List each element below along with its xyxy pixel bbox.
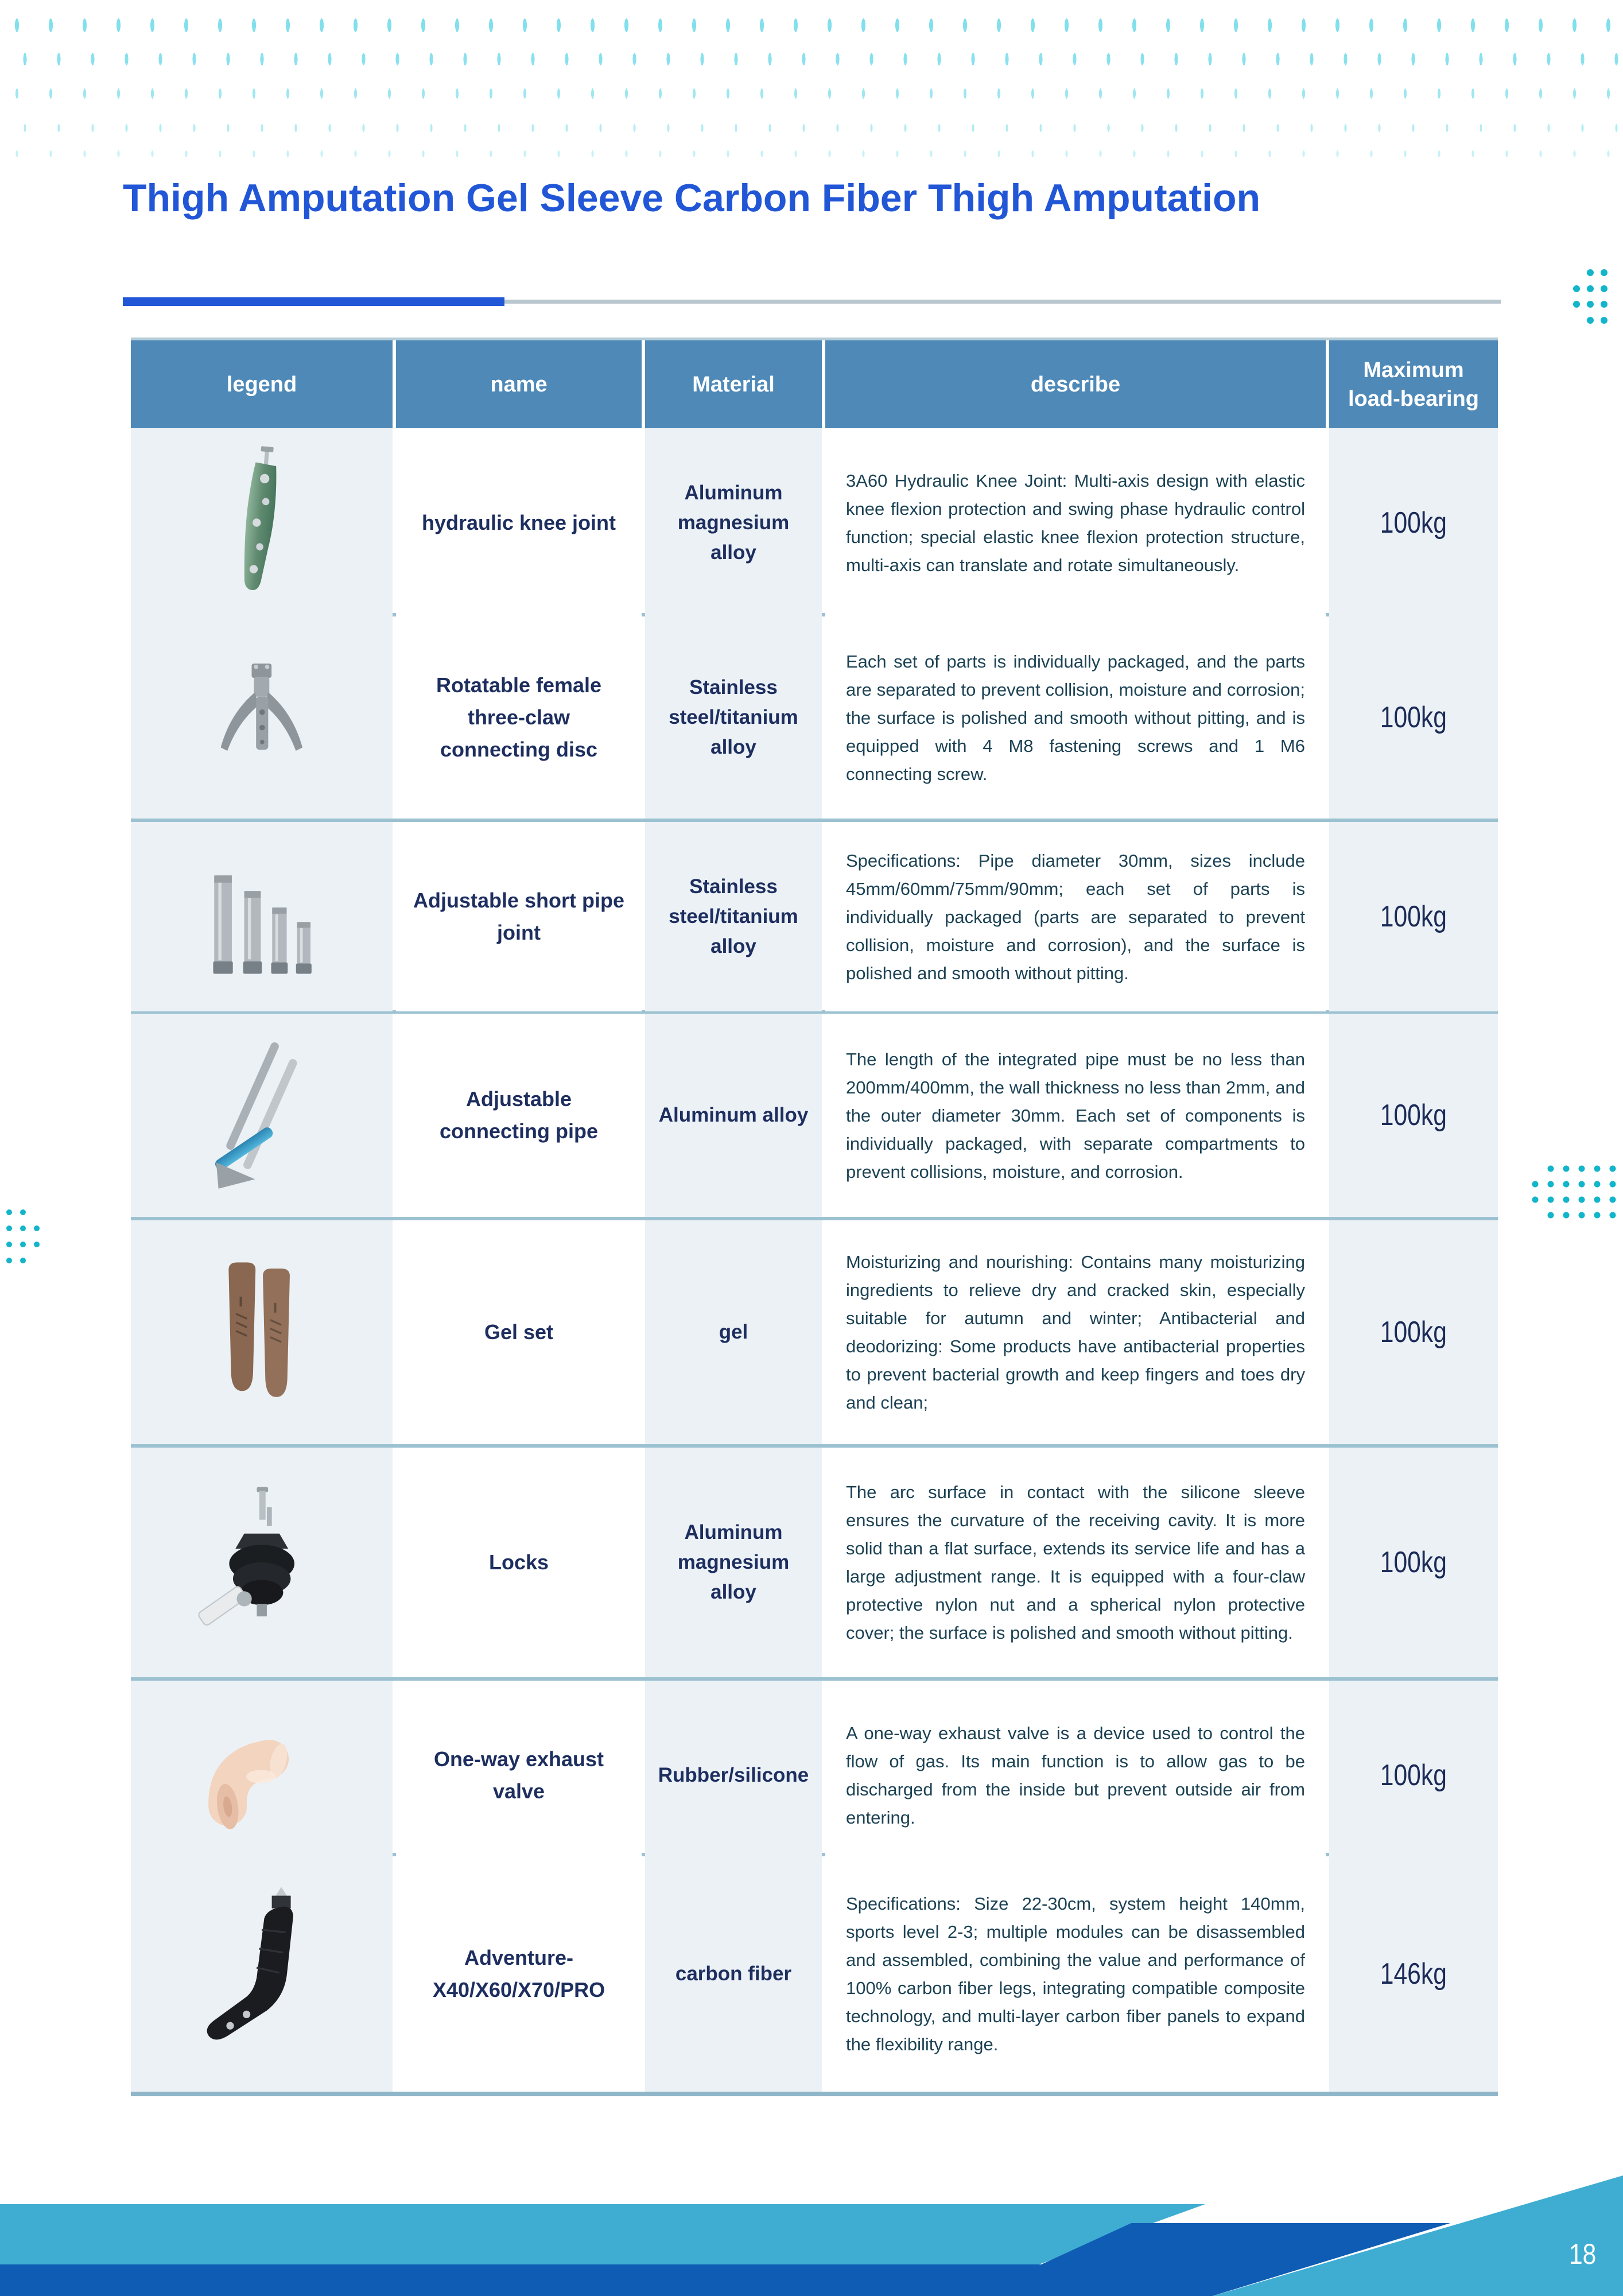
describe-cell bbox=[825, 1856, 1326, 2092]
product-name: Adjustable short pipe joint bbox=[396, 822, 642, 1011]
product-description: Moisturizing and nourishing: Contains many moisturizing ingredients to relieve dry and cracked skin, especially suitable for autumn and winter; Antibacterial and deodorizing: Some products have antibacterial properties to prevent bacterial growth and keep fingers and toes dry and clean; bbox=[846, 1252, 1305, 1413]
table-row bbox=[131, 1448, 1498, 1681]
max-load-value: 100kg bbox=[1380, 900, 1447, 933]
table-row bbox=[131, 616, 1498, 822]
legend-cell bbox=[131, 1220, 393, 1444]
legend-cell bbox=[131, 428, 393, 618]
table-header-row bbox=[131, 338, 1498, 428]
product-name: One-way exhaust valve bbox=[396, 1681, 642, 1870]
product-description: Specifications: Pipe diameter 30mm, sizes include 45mm/60mm/75mm/90mm; each set of parts is individually packaged (parts are separated to prevent collision, moisture and corrosion), and the surface is polished and smooth without pitting. bbox=[846, 850, 1305, 983]
table-row bbox=[131, 428, 1498, 616]
product-spec-table bbox=[131, 338, 1498, 2096]
product-material: Aluminum alloy bbox=[645, 1014, 822, 1217]
describe-cell bbox=[825, 822, 1326, 1011]
product-image-short-pipe-joints bbox=[200, 839, 324, 995]
product-material: gel bbox=[645, 1220, 822, 1444]
product-description: Each set of parts is individually packaged, and the parts are separated to prevent collision, moisture and corrosion; the surface is polished and smooth without pitting, and is equipped with 4 M8 fastening screws and 1 M6 connecting screw. bbox=[846, 651, 1305, 784]
table-row bbox=[131, 1856, 1498, 2096]
title-divider bbox=[123, 297, 1500, 307]
product-description: A one-way exhaust valve is a device used to control the flow of gas. Its main function is to allow gas to be discharged from the inside but prevent outside air from entering. bbox=[846, 1723, 1305, 1828]
describe-cell bbox=[825, 616, 1326, 819]
product-description: The arc surface in contact with the silicone sleeve ensures the curvature of the receiving cavity. It is more solid than a flat surface, extends its service life and has a large adjustment range. It is equipped with a four-claw protective nylon nut and a spherical nylon protective cover; the surface is polished and smooth without pitting. bbox=[846, 1482, 1305, 1643]
table-row bbox=[131, 1681, 1498, 1856]
divider-accent bbox=[123, 297, 504, 306]
dot-grid-decoration bbox=[1571, 266, 1623, 329]
legend-cell bbox=[131, 1856, 393, 2092]
divider-line bbox=[504, 300, 1501, 304]
product-name: Rotatable female three-claw connecting disc bbox=[396, 616, 642, 819]
product-name: Adjustable connecting pipe bbox=[396, 1014, 642, 1217]
load-cell bbox=[1329, 1448, 1498, 1677]
dot-grid-decoration bbox=[2, 1205, 54, 1269]
describe-cell bbox=[825, 1448, 1326, 1677]
legend-cell bbox=[131, 1014, 393, 1217]
max-load-value: 100kg bbox=[1380, 1759, 1447, 1792]
describe-cell bbox=[825, 1014, 1326, 1217]
column-header-max-load: Maximum load-bearing bbox=[1329, 340, 1498, 428]
product-material: carbon fiber bbox=[645, 1856, 822, 2092]
top-dash-row-decoration bbox=[0, 51, 1623, 68]
product-material: Stainless steel/titanium alloy bbox=[645, 822, 822, 1011]
product-material: Aluminum magnesium alloy bbox=[645, 428, 822, 618]
describe-cell bbox=[825, 1681, 1326, 1870]
load-cell bbox=[1329, 1681, 1498, 1870]
dot-grid-decoration bbox=[1530, 1163, 1623, 1220]
product-image-carbon-foot bbox=[186, 1879, 337, 2069]
product-name: hydraulic knee joint bbox=[396, 428, 642, 618]
max-load-value: 100kg bbox=[1380, 1316, 1447, 1349]
describe-cell bbox=[825, 1220, 1326, 1444]
product-material: Aluminum magnesium alloy bbox=[645, 1448, 822, 1677]
product-image-lock bbox=[187, 1468, 337, 1657]
table-row bbox=[131, 822, 1498, 1014]
load-cell bbox=[1329, 822, 1498, 1011]
page-number: 18 bbox=[1569, 2238, 1597, 2270]
max-load-value: 146kg bbox=[1380, 1957, 1447, 1991]
product-image-exhaust-valve bbox=[200, 1698, 324, 1853]
load-cell bbox=[1329, 1220, 1498, 1444]
legend-cell bbox=[131, 1681, 393, 1870]
product-image-gel-liners bbox=[188, 1240, 335, 1424]
page-title: Thigh Amputation Gel Sleeve Carbon Fiber Thigh Amputation bbox=[123, 176, 1261, 220]
product-image-connecting-pipes bbox=[195, 1032, 328, 1199]
product-name: Gel set bbox=[396, 1220, 642, 1444]
max-load-value: 100kg bbox=[1380, 506, 1447, 540]
max-load-value: 100kg bbox=[1380, 1546, 1447, 1579]
max-load-value: 100kg bbox=[1380, 1099, 1447, 1132]
product-image-hydraulic-knee-joint bbox=[205, 445, 319, 601]
legend-cell bbox=[131, 1448, 393, 1677]
load-cell bbox=[1329, 1014, 1498, 1217]
load-cell bbox=[1329, 1856, 1498, 2092]
legend-cell bbox=[131, 616, 393, 819]
top-dash-row-decoration bbox=[0, 86, 1623, 101]
product-material: Rubber/silicone bbox=[645, 1681, 822, 1870]
column-header-describe: describe bbox=[825, 340, 1326, 428]
product-name: Locks bbox=[396, 1448, 642, 1677]
product-description: 3A60 Hydraulic Knee Joint: Multi-axis design with elastic knee flexion protection and swing phase hydraulic control function; special elastic knee flexion protection structure, multi-axis can translate and rotate simultaneously. bbox=[846, 471, 1305, 575]
legend-cell bbox=[131, 822, 393, 1011]
column-header-legend: legend bbox=[131, 340, 393, 428]
load-cell bbox=[1329, 616, 1498, 819]
top-dash-row-decoration bbox=[0, 122, 1623, 134]
load-cell bbox=[1329, 428, 1498, 618]
product-material: Stainless steel/titanium alloy bbox=[645, 616, 822, 819]
product-description: Specifications: Size 22-30cm, system height 140mm, sports level 2-3; multiple modules can be disassembled and assembled, combining the value and performance of 100% carbon fiber legs, integrating compatible composite technology, and multi-layer carbon fiber panels to expand the flexibility range. bbox=[846, 1894, 1305, 2054]
max-load-value: 100kg bbox=[1380, 701, 1447, 734]
column-header-name: name bbox=[396, 340, 642, 428]
table-row bbox=[131, 1014, 1498, 1220]
column-header-material: Material bbox=[645, 340, 822, 428]
table-row bbox=[131, 1220, 1498, 1448]
footer-teal-band bbox=[0, 2204, 1205, 2264]
product-description: The length of the integrated pipe must be no less than 200mm/400mm, the wall thickness no less than 2mm, and the outer diameter 30mm. Each set of components is individually packaged, with separate compartments to prevent collisions, moisture, and corrosion. bbox=[846, 1049, 1305, 1182]
top-dash-row-decoration bbox=[0, 16, 1623, 34]
top-dash-row-decoration bbox=[0, 148, 1623, 160]
product-image-three-claw-disc bbox=[201, 635, 323, 801]
describe-cell bbox=[825, 428, 1326, 618]
product-name: Adventure-X40/X60/X70/PRO bbox=[396, 1856, 642, 2092]
